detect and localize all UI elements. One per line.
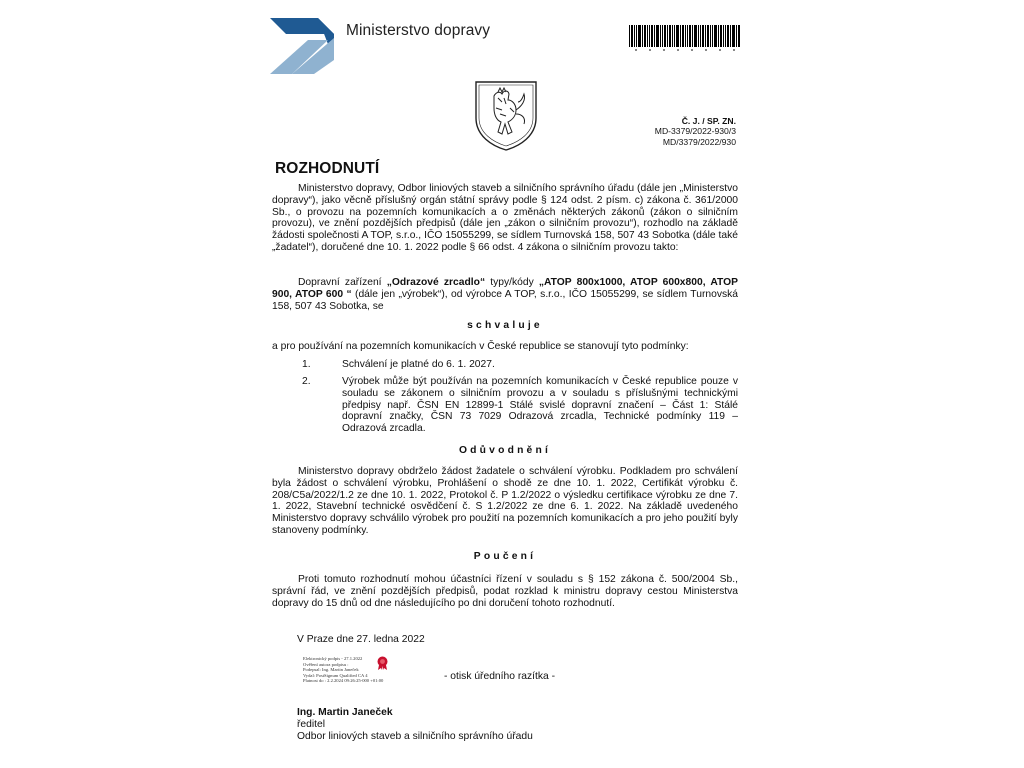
reference-number-primary: MD-3379/2022-930/3 — [654, 126, 736, 137]
esig-line: Podepsal: Ing. Martin Janeček — [303, 667, 359, 673]
barcode — [629, 25, 741, 53]
device-text-3: (dále jen „výrobek“), od výrobce A TOP, s.r.o., IČO 15055299, se sídlem Turnovská 158, 507 43 Sobotka, se — [272, 288, 738, 312]
coat-of-arms-icon — [472, 78, 540, 152]
reference-label: Č. J. / SP. ZN. — [681, 116, 736, 126]
esig-line: Elektronický podpis - 27.1.2022 — [303, 656, 363, 661]
reference-number-block — [600, 116, 736, 147]
intro-text: Ministerstvo dopravy, Odbor liniových staveb a silničního správního úřadu (dále jen „Ministerstvo dopravy“), jako věcně příslušný orgán státní správy podle § 124 odst. 2 písm. c) zákona č. 361/2000 Sb., o provozu na pozemních komunikacích a o změnách některých zákonů (zákon o silničním provozu), ve znění pozdějších předpisů (dále jen „zákon o silničním provozu“), rozhodlo na základě žádosti společnosti A TOP, s.r.o., IČO 15055299, se sídlem Turnovská 158, 507 43 Sobotka (dále také „žadatel“), doručené dne 10. 1. 2022 podle § 66 odst. 4 zákona o silničním provozu takto: — [272, 183, 738, 253]
reasoning-paragraph — [272, 466, 738, 537]
condition-item — [272, 376, 738, 438]
date-line: V Praze dne 27. ledna 2022 — [297, 634, 425, 645]
reference-number-secondary: MD/3379/2022/930 — [662, 136, 736, 147]
stamp-note: - otisk úředního razítka - — [444, 671, 556, 682]
instruction-text: Proti tomuto rozhodnutí mohou účastníci řízení v souladu s § 152 zákona č. 500/2004 Sb., správní řád, ve znění pozdějších předpisů, podat rozklad k ministru dopravy cestou Ministerstva dopravy do 15 dnů od dne následujícího po dni doručení tohoto rozhodnutí. — [272, 574, 738, 609]
device-text-1: Dopravní zařízení — [298, 277, 387, 288]
product-name: „Odrazové zrcadlo“ — [386, 277, 486, 288]
signer-department: Odbor liniových staveb a silničního správního úřadu — [297, 731, 533, 742]
device-paragraph — [272, 277, 738, 312]
condition-text: Výrobek může být používán na pozemních komunikacích v České republice pouze v souladu se zákonem o silničním provozu a v souladu s příslušnými technickými předpisy např. ČSN EN 12899-1 Stálé svislé dopravní značení – Část 1: Stálé dopravní značky, ČSN 73 7029 Odrazová zrcadla, Technické podmínky 119 – Odrazová zrcadla. — [342, 376, 738, 435]
condition-text: Schválení je platné do 6. 1. 2027. — [342, 359, 495, 370]
reasoning-text: Ministerstvo dopravy obdrželo žádost žadatele o schválení výrobku. Podkladem pro schválení byla žádost o schválení výrobku, Prohlášení o shodě ze dne 10. 1. 2022, Certifikát výrobku č. 208/C5a/2022/1.2 ze dne 10. 1. 2022, Protokol č. P 1.2/2022 o výsledku certifikace výrobku ze dne 7. 1. 2022, Stavební technické osvědčení č. S 1.2/2022 ze dne 6. 1. 2022. Na základě uvedeného Ministerstvo dopravy schválilo výrobek pro použití na pozemních komunikacích a pro jeho použití byly stanoveny podmínky. — [272, 466, 738, 536]
product-codes: „ATOP 800x1000, ATOP 600x800, ATOP 900, ATOP 600 “ — [272, 277, 738, 300]
device-text-2: typy/kódy — [485, 277, 539, 288]
condition-item — [272, 359, 738, 373]
signer-name: Ing. Martin Janeček — [297, 707, 393, 718]
condition-number: 1. — [302, 359, 311, 370]
instruction-heading: Poučení — [473, 551, 537, 562]
signer-role: ředitel — [297, 719, 326, 730]
signature-seal-icon — [376, 656, 389, 670]
document-title: ROZHODNUTÍ — [275, 160, 380, 177]
intro-paragraph — [272, 183, 738, 254]
reasoning-heading: Odůvodnění — [458, 445, 552, 456]
esig-line: Ověření autora podpisu : — [303, 661, 349, 667]
esig-line: Vydal: PostSignum Qualified CA 4 — [303, 672, 368, 678]
ministry-name: Ministerstvo dopravy — [346, 22, 491, 39]
instruction-paragraph — [272, 574, 738, 609]
condition-number: 2. — [302, 376, 311, 387]
esig-line: Platnost do : 2.2.2024 09:26:25-000 +01:00 — [303, 678, 384, 684]
conditions-intro: a pro používání na pozemních komunikacích v České republice se stanovují tyto podmínky: — [272, 341, 689, 352]
ministry-logo — [270, 18, 350, 76]
approves-heading: schvaluje — [467, 320, 543, 331]
